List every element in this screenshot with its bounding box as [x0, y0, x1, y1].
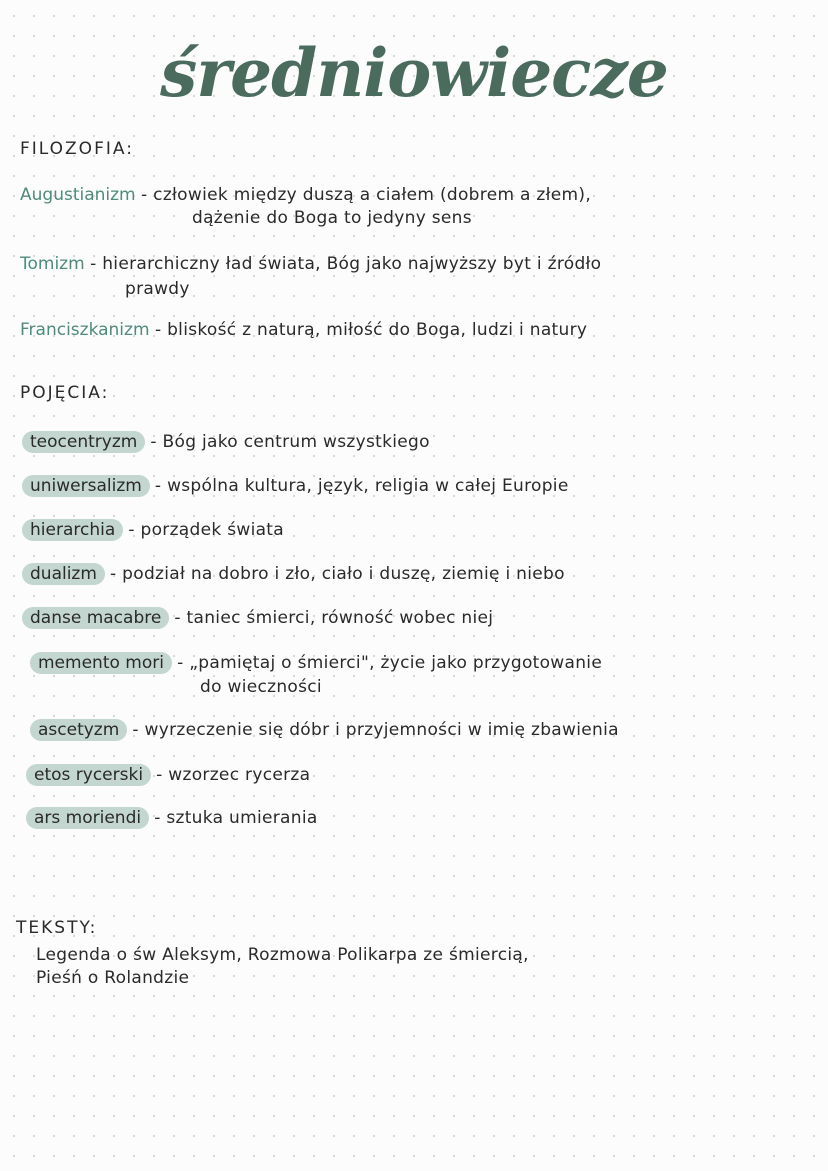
concept-item: dualizm - podział na dobro i zło, ciało i duszę, ziemię i niebo — [22, 563, 565, 585]
concept-term: teocentryzm — [22, 431, 145, 453]
concept-desc: podział na dobro i zło, ciało i duszę, ziemię i niebo — [122, 564, 565, 584]
concept-item: teocentryzm - Bóg jako centrum wszystkiego — [22, 431, 430, 453]
page-title: średniowiecze — [160, 34, 668, 112]
concept-item: hierarchia - porządek świata — [22, 519, 284, 541]
philosophy-item: Augustianizm - człowiek między duszą a ciałem (dobrem a złem), — [20, 185, 592, 205]
philosophy-desc: hierarchiczny ład świata, Bóg jako najwyższy byt i źródło — [102, 254, 602, 274]
concept-desc: wyrzeczenie się dóbr i przyjemności w imię zbawienia — [144, 720, 619, 740]
concept-term: uniwersalizm — [22, 475, 150, 497]
concept-desc: sztuka umierania — [166, 808, 318, 828]
concept-desc: wzorzec rycerza — [168, 765, 311, 785]
concept-desc: Bóg jako centrum wszystkiego — [162, 432, 430, 452]
concept-item: etos rycerski - wzorzec rycerza — [26, 764, 310, 786]
philosophy-term: Tomizm — [20, 254, 85, 274]
concept-term: dualizm — [22, 563, 105, 585]
philosophy-term: Franciszkanizm — [20, 320, 150, 340]
texts-line: Legenda o św Aleksym, Rozmowa Polikarpa ze śmiercią, — [36, 945, 529, 965]
texts-heading: TEKSTY: — [16, 918, 98, 938]
concept-item: memento mori - „pamiętaj o śmierci", życie jako przygotowanie — [30, 652, 602, 674]
philosophy-desc-cont: prawdy — [125, 279, 190, 299]
philosophy-heading: FILOZOFIA: — [20, 139, 134, 159]
texts-line: Pieśń o Rolandzie — [36, 968, 190, 988]
concept-desc: taniec śmierci, równość wobec niej — [186, 608, 494, 628]
concept-term: memento mori — [30, 652, 172, 674]
concept-item: ascetyzm - wyrzeczenie się dóbr i przyjemności w imię zbawienia — [30, 719, 619, 741]
concept-item: ars moriendi - sztuka umierania — [26, 807, 318, 829]
concept-desc: wspólna kultura, język, religia w całej Europie — [167, 476, 569, 496]
concept-term: danse macabre — [22, 607, 169, 629]
philosophy-desc: człowiek między duszą a ciałem (dobrem a złem), — [153, 185, 592, 205]
concept-item: uniwersalizm - wspólna kultura, język, religia w całej Europie — [22, 475, 569, 497]
philosophy-desc-cont: dążenie do Boga to jedyny sens — [192, 208, 472, 228]
concept-term: etos rycerski — [26, 764, 151, 786]
philosophy-term: Augustianizm — [20, 185, 136, 205]
philosophy-desc: bliskość z naturą, miłość do Boga, ludzi i natury — [167, 320, 588, 340]
concept-term: ascetyzm — [30, 719, 127, 741]
concept-term: ars moriendi — [26, 807, 149, 829]
philosophy-item: Franciszkanizm - bliskość z naturą, miłość do Boga, ludzi i natury — [20, 320, 588, 340]
concept-desc: „pamiętaj o śmierci", życie jako przygotowanie — [189, 653, 603, 673]
concepts-heading: POJĘCIA: — [20, 383, 110, 403]
concept-desc: porządek świata — [140, 520, 284, 540]
concept-term: hierarchia — [22, 519, 123, 541]
philosophy-item: Tomizm - hierarchiczny ład świata, Bóg jako najwyższy byt i źródło — [20, 254, 602, 274]
concept-item: danse macabre - taniec śmierci, równość wobec niej — [22, 607, 493, 629]
concept-desc-cont: do wieczności — [200, 677, 322, 697]
